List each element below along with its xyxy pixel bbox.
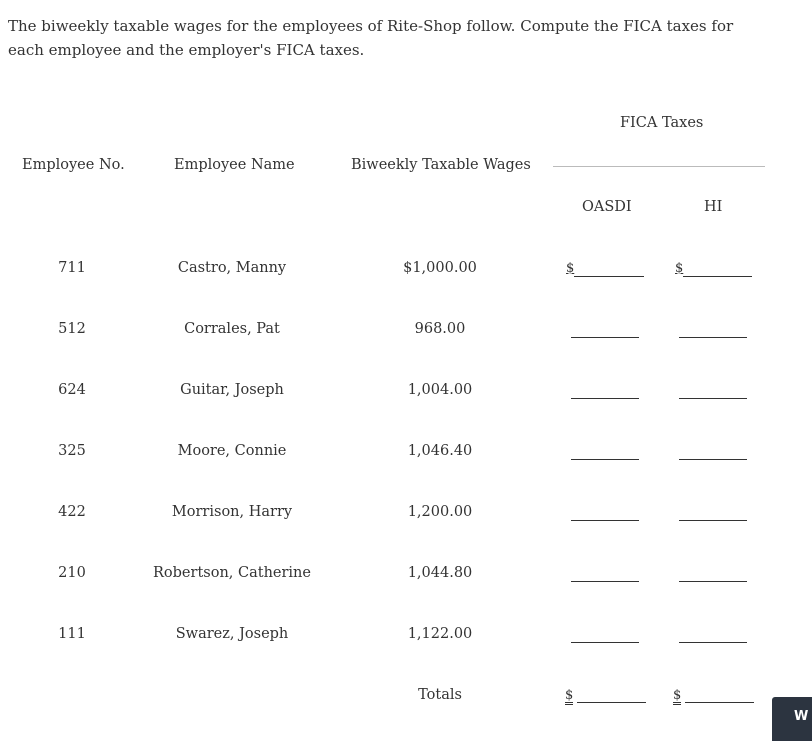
wages-cell: 968.00 [414, 321, 466, 337]
wages-cell: 1,046.40 [407, 443, 473, 459]
totals-hi-dollar: $ [673, 688, 682, 703]
header-biweekly-wages: Biweekly Taxable Wages [351, 157, 531, 173]
oasdi-answer-field[interactable] [571, 459, 639, 460]
employee-name-cell: Robertson, Catherine [153, 565, 311, 581]
hi-answer-field[interactable] [679, 459, 747, 460]
floating-widget-button[interactable] [772, 697, 812, 741]
hi-answer-field[interactable] [679, 398, 747, 399]
oasdi-answer-field[interactable] [571, 642, 639, 643]
header-oasdi: OASDI [582, 199, 632, 215]
hi-answer-field[interactable] [679, 520, 747, 521]
oasdi-answer-field[interactable] [571, 581, 639, 582]
wages-cell: 1,044.80 [407, 565, 473, 581]
totals-oasdi-dollar: $ [565, 688, 574, 703]
widget-label: W [794, 709, 809, 724]
hi-answer-field[interactable] [679, 337, 747, 338]
employee-no-cell: 711 [58, 260, 86, 276]
hi-answer-field[interactable] [679, 642, 747, 643]
fica-header-divider [553, 166, 765, 167]
hi-dollar-sign: $ [675, 261, 684, 276]
employee-name-cell: Guitar, Joseph [180, 382, 284, 398]
oasdi-answer-field[interactable] [574, 276, 644, 277]
wages-cell: 1,122.00 [407, 626, 473, 642]
employee-name-cell: Morrison, Harry [171, 504, 293, 520]
employee-no-cell: 422 [58, 504, 86, 520]
employee-no-cell: 624 [58, 382, 86, 398]
header-hi: HI [704, 199, 723, 215]
wages-cell: 1,200.00 [407, 504, 473, 520]
header-fica-taxes: FICA Taxes [620, 115, 704, 131]
oasdi-answer-field[interactable] [571, 337, 639, 338]
employee-name-cell: Swarez, Joseph [175, 626, 289, 642]
hi-answer-field[interactable] [683, 276, 752, 277]
oasdi-dollar-sign: $ [566, 261, 575, 276]
employee-name-cell: Moore, Connie [177, 443, 287, 459]
oasdi-answer-field[interactable] [571, 520, 639, 521]
header-employee-no: Employee No. [22, 157, 125, 173]
employee-name-cell: Corrales, Pat [184, 321, 280, 337]
hi-answer-field[interactable] [679, 581, 747, 582]
problem-instructions: The biweekly taxable wages for the employees of Rite-Shop follow. Compute the FICA taxes for each employee and the employer's FICA taxes. [8, 17, 734, 59]
totals-hi-answer[interactable] [685, 702, 754, 703]
wages-cell: 1,004.00 [407, 382, 473, 398]
employee-no-cell: 111 [58, 626, 86, 642]
employee-no-cell: 210 [58, 565, 86, 581]
totals-label: Totals [418, 687, 462, 703]
header-employee-name: Employee Name [174, 157, 295, 173]
employee-no-cell: 512 [58, 321, 86, 337]
employee-no-cell: 325 [58, 443, 86, 459]
totals-oasdi-answer[interactable] [577, 702, 646, 703]
oasdi-answer-field[interactable] [571, 398, 639, 399]
wages-cell: $1,000.00 [403, 260, 477, 276]
employee-name-cell: Castro, Manny [177, 260, 287, 276]
